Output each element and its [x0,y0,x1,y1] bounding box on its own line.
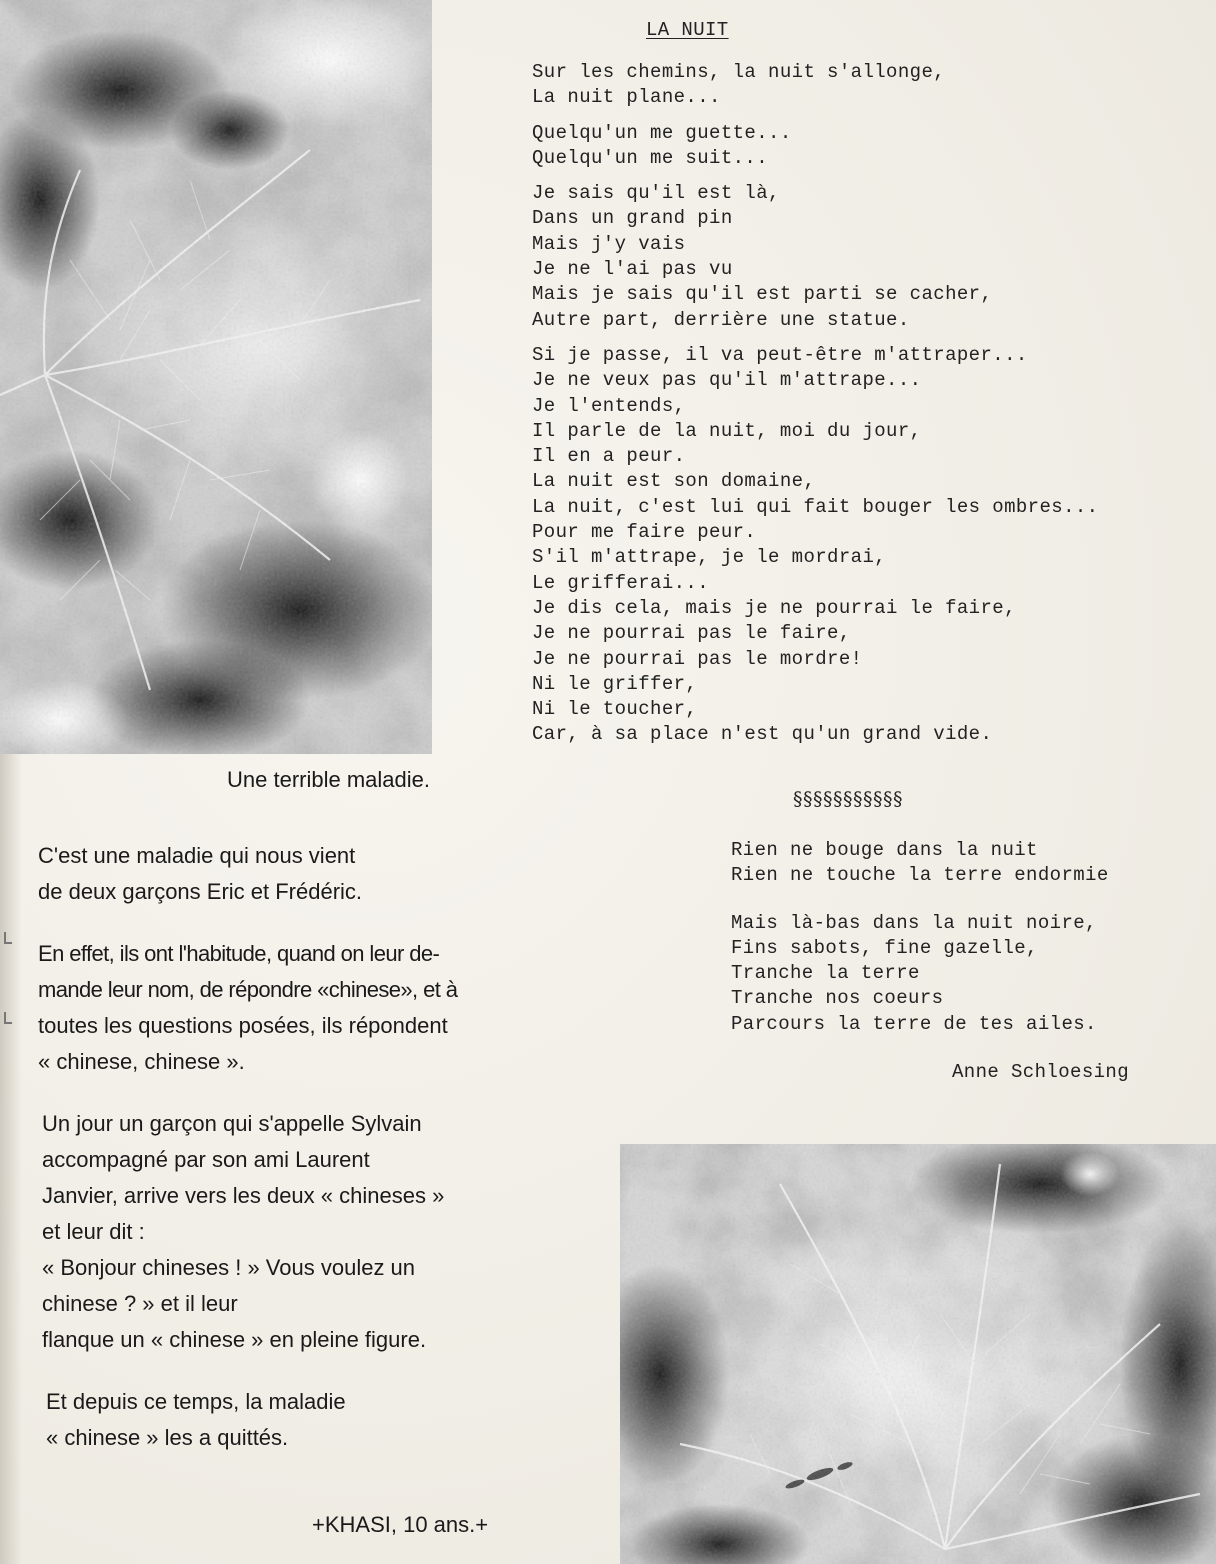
story-line: « Bonjour chineses ! » Vous voulez un [42,1255,416,1280]
poem-line: Il en a peur. [532,445,686,468]
poem-line: Quelqu'un me suit... [532,146,769,169]
poem-line: Je ne pourrai pas le mordre! [532,647,863,670]
poem-line: Sur les chemins, la nuit s'allonge, [532,61,946,83]
poem-line: Le grifferai... [532,571,710,594]
poem-body [532,60,1192,758]
poem-stanza [731,838,1171,889]
poem-line: Dans un grand pin [532,207,733,230]
poem-line: Je l'entends, [532,394,686,417]
leaf-print-illustration-bottom [620,1144,1216,1564]
poem-line: Tranche nos coeurs [731,987,944,1010]
poem-line: Il parle de la nuit, moi du jour, [532,419,922,442]
poem-line: Autre part, derrière une statue. [532,308,910,331]
story-paragraph [38,838,578,910]
poem-line: Mais là-bas dans la nuit noire, [731,911,1097,934]
story-signature: +KHASI, 10 ans.+ [312,1512,489,1537]
story-paragraph [46,1384,578,1456]
poem-line: La nuit plane... [532,86,721,109]
story-line: accompagné par son ami Laurent [42,1147,370,1172]
story-body [38,838,578,1482]
poem-line: Rien ne touche la terre endormie [731,864,1109,887]
poem-line: Je sais qu'il est là, [532,182,780,205]
poem-line: Je ne l'ai pas vu [532,258,733,281]
poem-line: Quelqu'un me guette... [532,121,792,144]
poem-stanza [532,343,1192,748]
poem-stanza [532,181,1192,333]
second-poem-body [731,838,1171,1059]
poem-line: Mais je sais qu'il est parti se cacher, [532,283,993,306]
story-paragraph [42,1106,578,1358]
story-paragraph [38,936,578,1080]
story-line: de deux garçons Eric et Frédéric. [38,879,363,904]
poem-line: Car, à sa place n'est qu'un grand vide. [532,723,993,746]
poem-line: La nuit, c'est lui qui fait bouger les ombres... [532,495,1099,518]
story-line: chinese ? » et il leur [42,1291,238,1316]
poem-line: Mais j'y vais [532,232,686,255]
story-line: et leur dit : [42,1219,145,1244]
poem-line: Rien ne bouge dans la nuit [731,839,1038,861]
story-line: Un jour un garçon qui s'appelle Sylvain [42,1111,422,1136]
staple-mark [4,1012,12,1024]
poem-line: Je dis cela, mais je ne pourrai le faire, [532,596,1016,619]
poem-stanza [532,121,1192,172]
story-line: mande leur nom, de répondre «chinese», et à [38,977,458,1002]
story-line: Janvier, arrive vers les deux « chineses » [42,1183,445,1208]
story-line: flanque un « chinese » en pleine figure. [42,1327,427,1352]
story-line: Et depuis ce temps, la maladie [46,1389,346,1414]
story-title: Une terrible maladie. [227,767,430,792]
poem-line: Si je passe, il va peut-être m'attraper... [532,343,1028,366]
poem-line: Parcours la terre de tes ailes. [731,1012,1097,1035]
section-separator: §§§§§§§§§§§ [793,788,903,810]
staple-mark [4,932,12,944]
poem-line: Ni le toucher, [532,698,698,721]
story-line: toutes les questions posées, ils répondent [38,1013,448,1038]
story-line: « chinese, chinese ». [38,1049,245,1074]
poem-line: S'il m'attrape, je le mordrai, [532,546,887,569]
poem-line: Fins sabots, fine gazelle, [731,936,1038,959]
poem-title: LA NUIT [646,19,729,41]
poem-author: Anne Schloesing [952,1061,1130,1083]
poem-line: La nuit est son domaine, [532,470,816,493]
leaf-print-illustration-top [0,0,432,754]
poem-stanza [731,911,1171,1037]
poem-line: Tranche la terre [731,962,920,985]
poem-line: Ni le griffer, [532,672,698,695]
poem-line: Je ne pourrai pas le faire, [532,622,851,645]
binding-shadow [0,740,22,1564]
story-line: C'est une maladie qui nous vient [38,843,356,868]
poem-stanza [532,60,1192,111]
poem-line: Je ne veux pas qu'il m'attrape... [532,369,922,392]
poem-line: Pour me faire peur. [532,521,757,544]
story-line: En effet, ils ont l'habitude, quand on leur de- [38,941,440,966]
story-line: « chinese » les a quittés. [46,1425,289,1450]
